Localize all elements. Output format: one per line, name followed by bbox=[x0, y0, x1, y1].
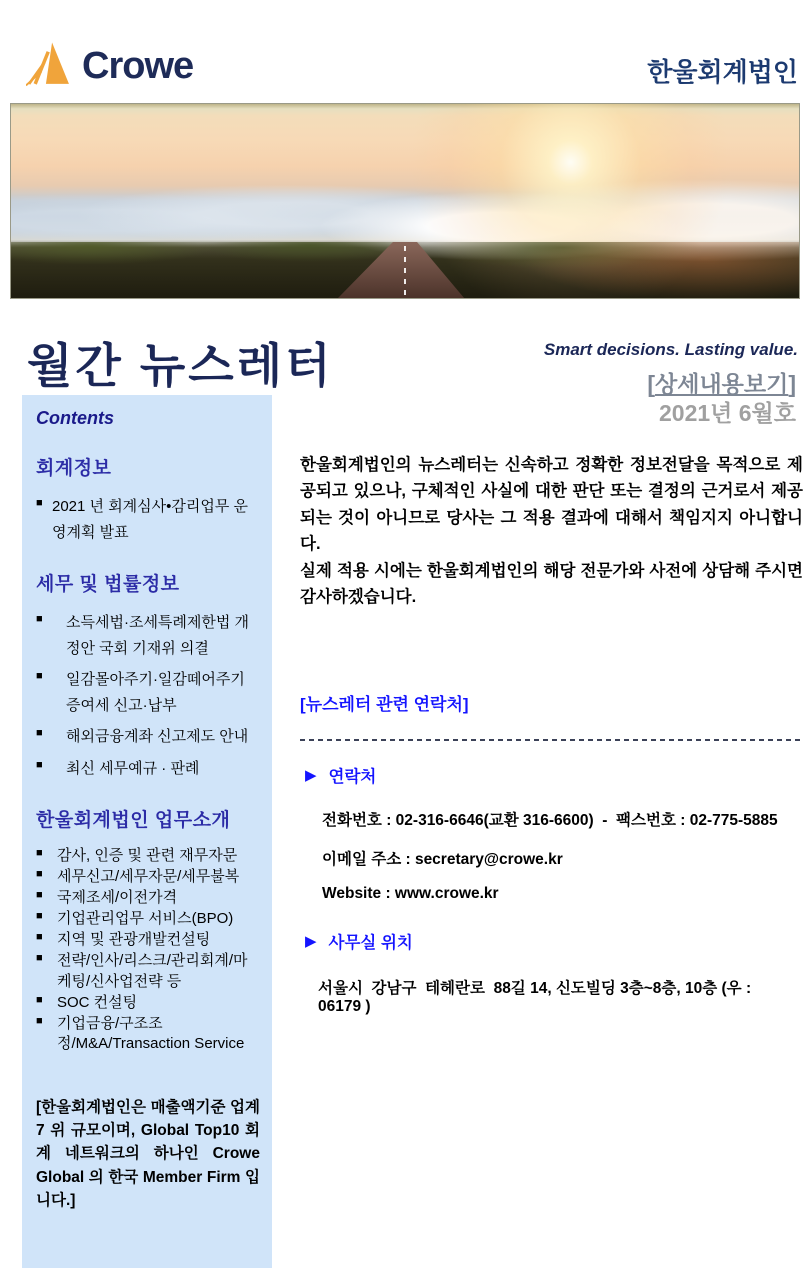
contact-section-header: [뉴스레터 관련 연락처] bbox=[300, 695, 469, 714]
list-item bbox=[36, 993, 260, 1013]
hero-image bbox=[10, 103, 800, 299]
list-item bbox=[36, 756, 260, 782]
bullet-square-icon: ■ bbox=[36, 910, 43, 923]
email-line: 이메일 주소 : secretary@crowe.kr bbox=[322, 851, 563, 868]
bracket-close: ] bbox=[788, 371, 796, 397]
bullet-square-icon: ■ bbox=[36, 670, 43, 682]
list-item bbox=[36, 888, 260, 908]
company-name: 한울회계법인 bbox=[647, 57, 798, 87]
brand-tagline: Smart decisions. Lasting value. bbox=[543, 340, 798, 359]
list-item-label: 소득세법·조세특례제한법 개정안 국회 기재위 의결 bbox=[66, 614, 250, 657]
list-item bbox=[36, 951, 260, 991]
bullet-square-icon: ■ bbox=[36, 868, 43, 881]
list-item bbox=[36, 867, 260, 887]
disclaimer bbox=[300, 452, 803, 610]
section-heading-services: 한울회계법인 업무소개 bbox=[36, 810, 231, 831]
list-item-label: 해외금융계좌 신고제도 안내 bbox=[66, 728, 249, 745]
office-label-row bbox=[305, 929, 413, 953]
phone-fax-line: 전화번호 : 02-316-6646(교환 316-6600) - 팩스번호 : 02-775-5885 bbox=[322, 812, 778, 829]
bullet-square-icon: ■ bbox=[36, 993, 43, 1006]
services-list bbox=[36, 846, 260, 1054]
list-item bbox=[36, 610, 260, 661]
list-item-label: 세무신고/세무자문/세무불복 bbox=[57, 868, 240, 886]
list-item-label: SOC 컨설팅 bbox=[57, 993, 138, 1011]
disclaimer-paragraph-1: 한울회계법인의 뉴스레터는 신속하고 정확한 정보전달을 목적으로 제공되고 있으나, 구체적인 사실에 대한 판단 또는 결정의 근거로서 제공되는 것이 아니므로 당사는 그 적용 결과에 대해서 책임지지 아니합니다. bbox=[300, 456, 803, 554]
list-item-label: 기업금융/구조조정/M&A/Transaction Service bbox=[57, 1014, 245, 1052]
list-item bbox=[36, 667, 260, 718]
firm-note: [한울회계법인은 매출액기준 업계 7 위 규모이며, Global Top10 회계 네트워크의 하나인 Crowe Global 의 한국 Member Firm 입니다.] bbox=[36, 1098, 260, 1209]
list-item-label: 일감몰아주기·일감떼어주기 증여세 신고·납부 bbox=[66, 671, 245, 714]
office-label: 사무실 위치 bbox=[328, 934, 413, 952]
contact-label: 연락처 bbox=[328, 768, 377, 786]
list-item bbox=[36, 930, 260, 950]
crowe-logo-icon bbox=[26, 38, 72, 95]
contact-label-row bbox=[305, 763, 376, 787]
arrow-right-icon: ▶ bbox=[305, 933, 317, 950]
list-item-label: 2021 년 회계심사•감리업무 운영계획 발표 bbox=[52, 498, 249, 541]
bullet-square-icon: ■ bbox=[36, 613, 43, 625]
bullet-square-icon: ■ bbox=[36, 1014, 43, 1027]
list-item bbox=[36, 494, 260, 545]
arrow-right-icon: ▶ bbox=[305, 767, 317, 784]
hero-road-centerline bbox=[404, 246, 406, 296]
contents-title: Contents bbox=[36, 408, 114, 428]
list-item bbox=[36, 724, 260, 750]
bullet-square-icon: ■ bbox=[36, 758, 43, 771]
issue-date: 2021년 6월호 bbox=[658, 400, 796, 426]
dashed-divider bbox=[300, 739, 803, 741]
disclaimer-paragraph-2: 실제 적용 시에는 한울회계법인의 해당 전문가와 사전에 상담해 주시면 감사하겠습니다. bbox=[300, 561, 803, 606]
page-title: 월간 뉴스레터 bbox=[27, 339, 334, 392]
list-item bbox=[36, 1014, 260, 1054]
bullet-square-icon: ■ bbox=[36, 931, 43, 944]
tax-law-list bbox=[36, 610, 260, 781]
bullet-square-icon: ■ bbox=[36, 847, 43, 859]
bullet-square-icon: ■ bbox=[36, 889, 43, 902]
website-line: Website : www.crowe.kr bbox=[322, 885, 499, 902]
list-item-label: 기업관리업무 서비스(BPO) bbox=[57, 910, 234, 928]
section-heading-tax-law: 세무 및 법률정보 bbox=[36, 574, 180, 595]
office-address: 서울시 강남구 테헤란로 88길 14, 신도빌딩 3층~8층, 10층 (우 : 06179 ) bbox=[318, 980, 756, 1015]
list-item-label: 전략/인사/리스크/관리회계/마케팅/신사업전략 등 bbox=[57, 952, 248, 990]
list-item-label: 지역 및 관광개발컨설팅 bbox=[57, 931, 211, 949]
list-item-label: 최신 세무예규 · 판례 bbox=[66, 759, 200, 777]
list-item-label: 감사, 인증 및 관련 재무자문 bbox=[57, 847, 238, 864]
section-heading-accounting: 회계정보 bbox=[36, 458, 112, 479]
bullet-square-icon: ■ bbox=[36, 727, 43, 739]
crowe-logo-text: Crowe bbox=[82, 45, 194, 87]
contents-sidebar bbox=[22, 395, 272, 1268]
list-item bbox=[36, 846, 260, 866]
bracket-open: [ bbox=[647, 371, 656, 397]
detail-view-link-text[interactable]: 상세내용보기 bbox=[655, 371, 789, 397]
list-item bbox=[36, 909, 260, 929]
header bbox=[0, 0, 810, 103]
list-item-label: 국제조세/이전가격 bbox=[57, 889, 178, 907]
bullet-square-icon: ■ bbox=[36, 952, 43, 965]
bullet-square-icon: ■ bbox=[36, 497, 43, 509]
crowe-logo bbox=[26, 38, 193, 95]
